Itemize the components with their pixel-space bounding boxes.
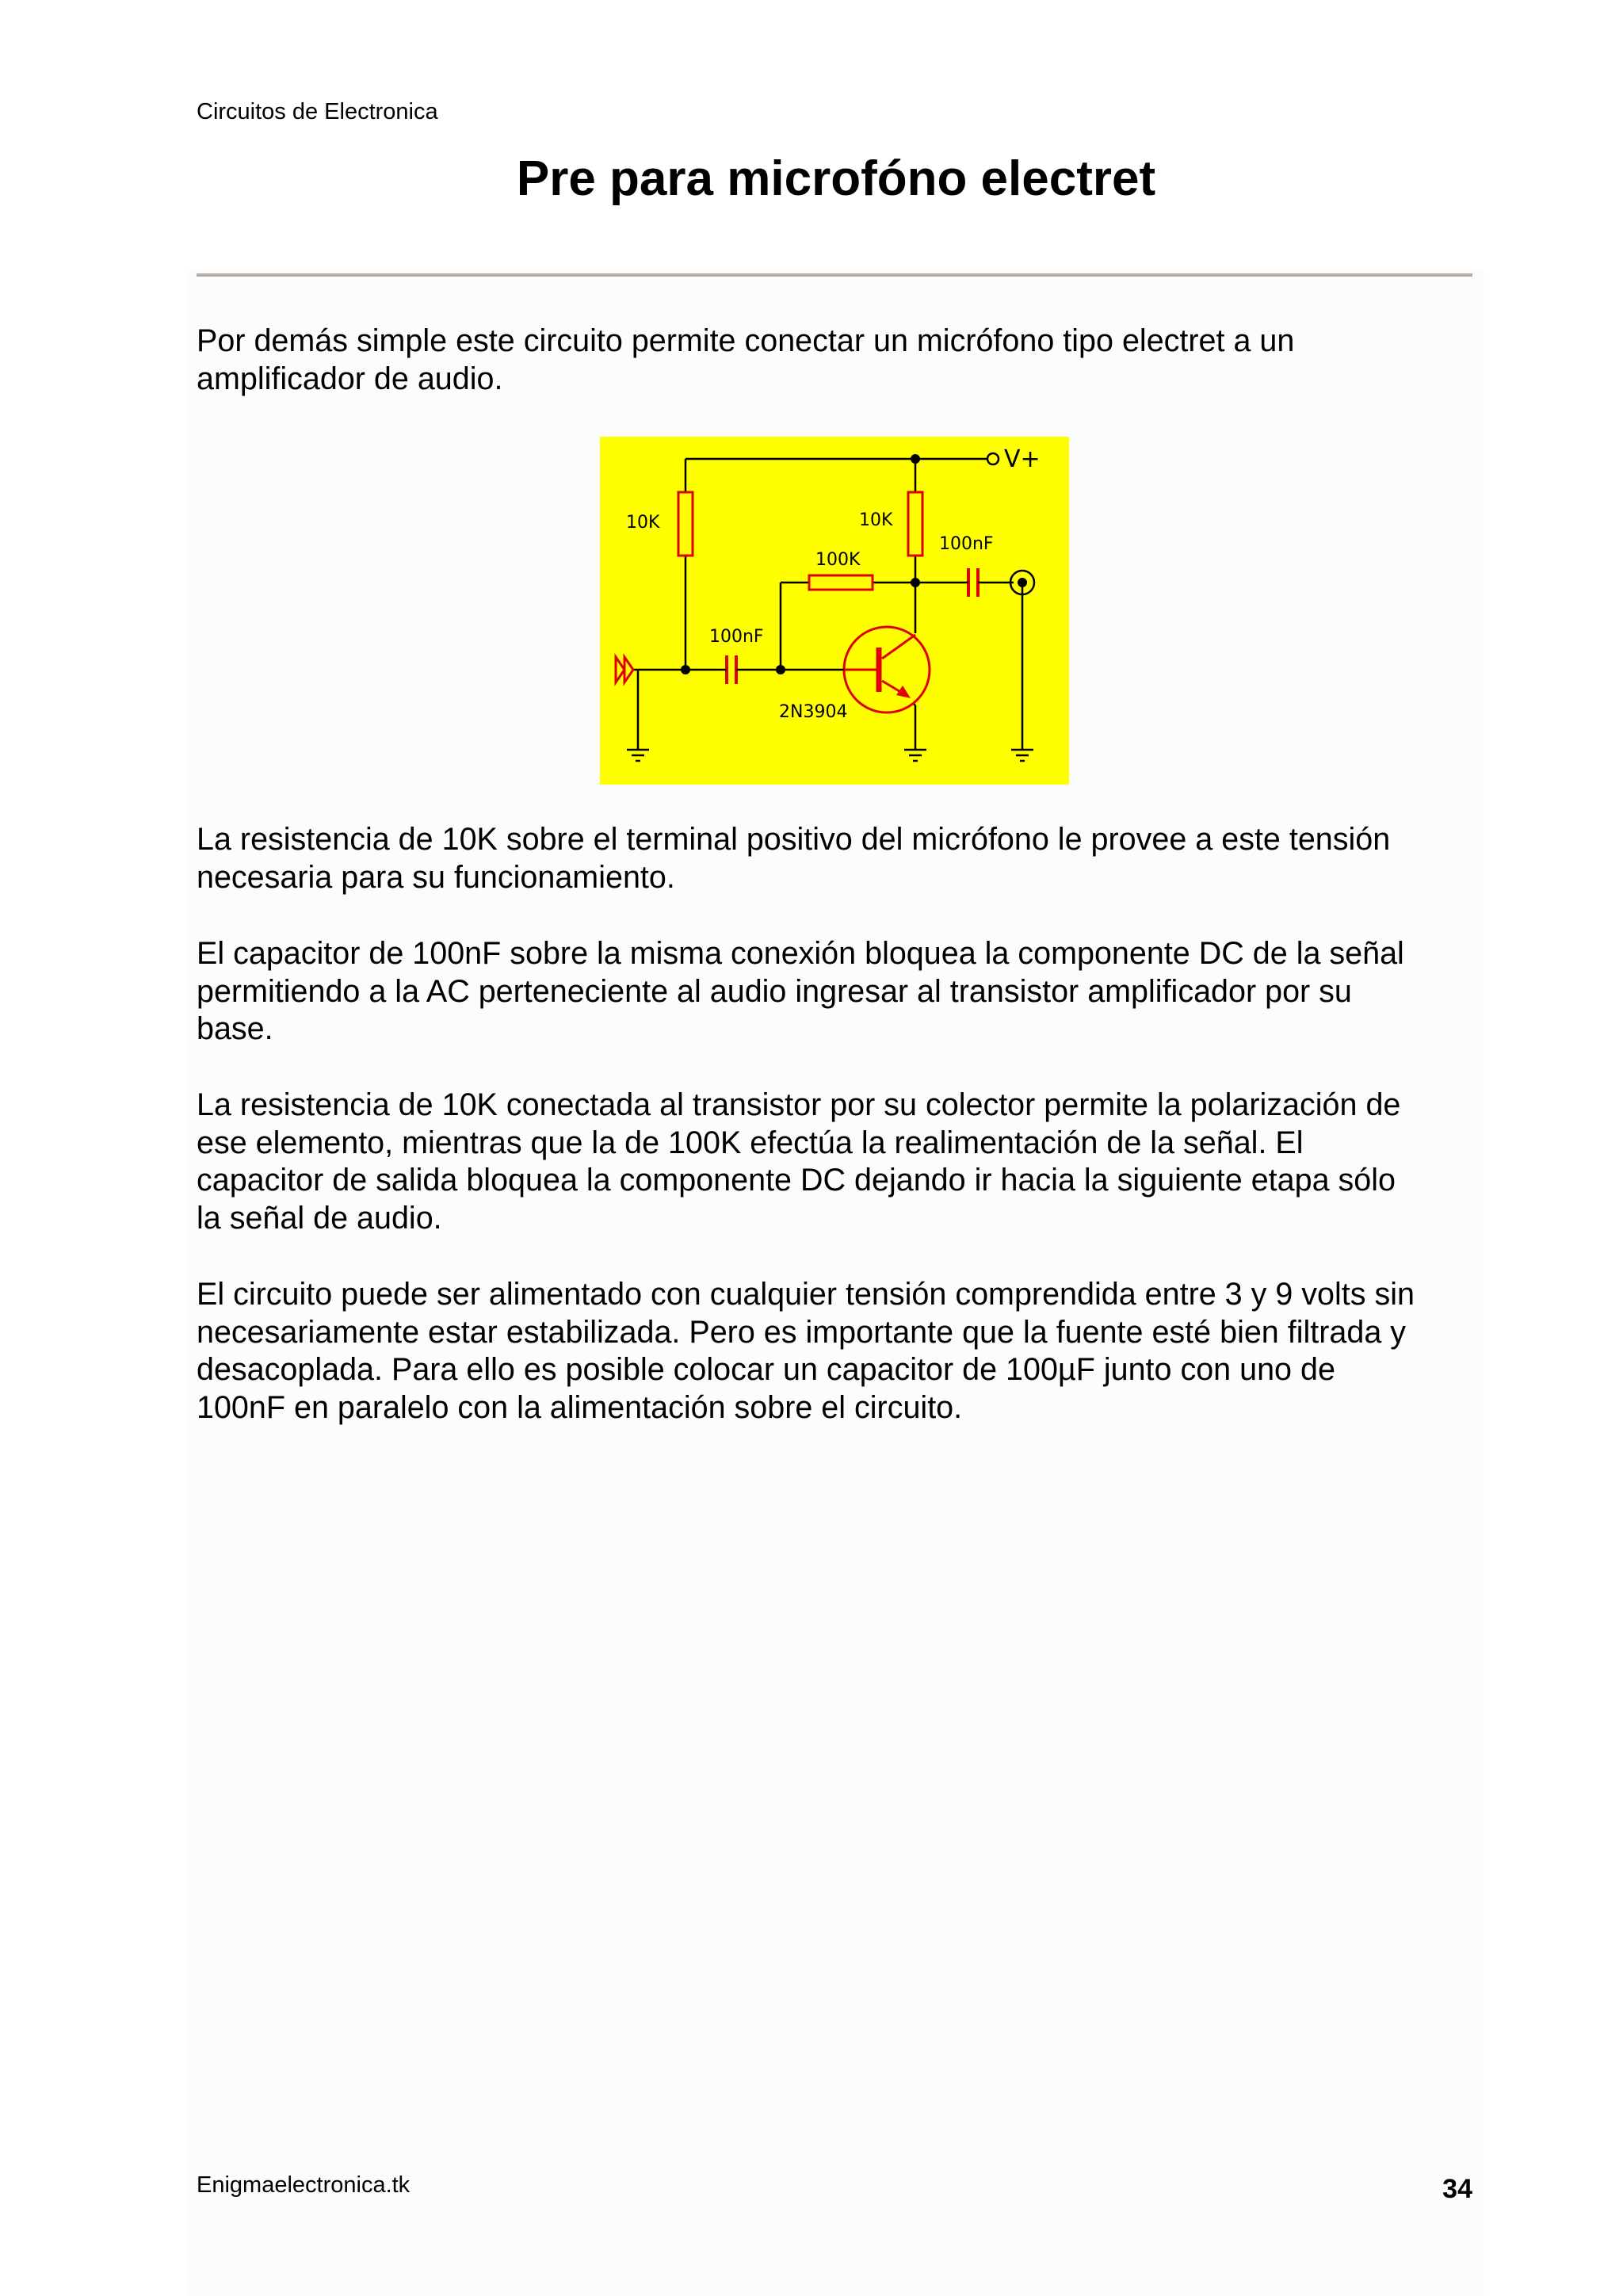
paragraph-3 [197, 1087, 1480, 1237]
label-c-output: 100nF [939, 534, 994, 554]
text-line: capacitor de salida bloquea la componente DC dejando ir hacia la siguiente etapa sólo [197, 1163, 1396, 1198]
footer-site: Enigmaelectronica.tk [197, 2172, 411, 2198]
text-line: El circuito puede ser alimentado con cualquier tensión comprendida entre 3 y 9 volts sin [197, 1277, 1415, 1312]
text-line: necesaria para su funcionamiento. [197, 859, 675, 895]
text-line: base. [197, 1011, 273, 1046]
paragraph-1 [197, 821, 1480, 896]
label-r-feedback: 100K [815, 550, 861, 570]
intro-paragraph [197, 323, 1480, 398]
text-line: la señal de audio. [197, 1200, 442, 1236]
paragraph-4 [197, 1276, 1480, 1427]
text-line: Por demás simple este circuito permite conectar un micrófono tipo electret a un [197, 323, 1295, 358]
text-line: La resistencia de 10K conectada al transistor por su colector permite la polarización de [197, 1087, 1401, 1122]
text-line: necesariamente estar estabilizada. Pero es importante que la fuente esté bien filtrada y [197, 1314, 1407, 1350]
page-title: Pre para microfóno electret [516, 151, 1156, 206]
schematic-background [600, 437, 1069, 785]
text-line: amplificador de audio. [197, 361, 503, 396]
text-line: ese elemento, mientras que la de 100K efectúa la realimentación de la señal. El [197, 1125, 1304, 1160]
supply-terminal [987, 453, 999, 464]
title-divider [197, 273, 1472, 277]
label-c-input: 100nF [709, 627, 764, 647]
text-line: El capacitor de 100nF sobre la misma conexión bloquea la componente DC de la señal [197, 936, 1404, 971]
paragraph-2 [197, 935, 1480, 1049]
text-line: permitiendo a la AC perteneciente al audio ingresar al transistor amplificador por su [197, 973, 1352, 1009]
text-line: La resistencia de 10K sobre el terminal positivo del micrófono le provee a este tensión [197, 822, 1391, 857]
running-header: Circuitos de Electronica [197, 99, 438, 124]
circuit-schematic [600, 437, 1069, 785]
label-transistor: 2N3904 [779, 702, 848, 722]
page-number: 34 [1442, 2174, 1472, 2204]
label-r-collector: 10K [859, 510, 893, 530]
label-r-mic: 10K [626, 513, 660, 533]
label-supply: V+ [1004, 445, 1041, 473]
text-line: 100nF en paralelo con la alimentación sobre el circuito. [197, 1389, 963, 1425]
text-line: desacoplada. Para ello es posible colocar un capacitor de 100µF junto con uno de [197, 1352, 1335, 1387]
